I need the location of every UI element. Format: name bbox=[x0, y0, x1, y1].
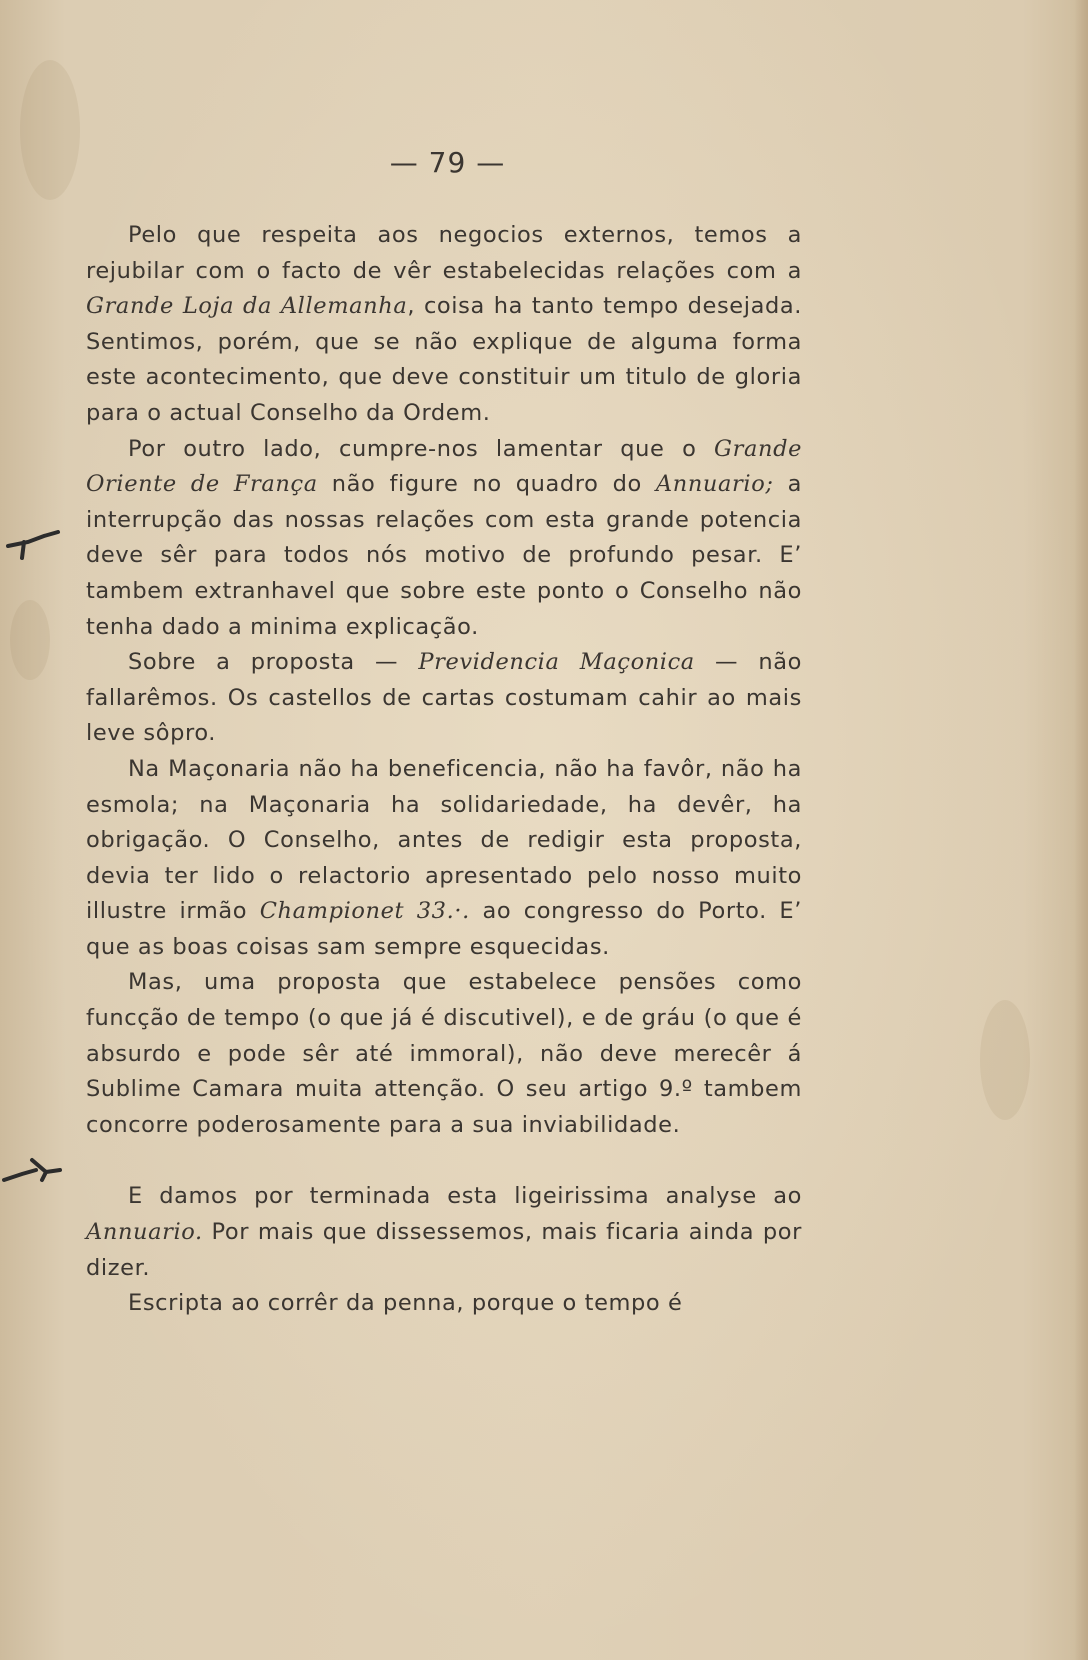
text-run: ao congresso do Porto. E’ que as boas coisas sam sempre esquecidas. bbox=[86, 898, 802, 960]
paper-stain bbox=[20, 60, 80, 200]
paragraph bbox=[86, 432, 802, 646]
paragraph bbox=[86, 645, 802, 752]
paragraph bbox=[86, 218, 802, 432]
italic-text: Annuario. bbox=[86, 1219, 203, 1246]
paper-stain bbox=[10, 600, 50, 680]
paragraph bbox=[86, 965, 802, 1143]
text-run: , coisa ha tanto tempo desejada. Sentimos, porém, que se não explique de alguma forma este acontecimento, que deve constituir um titulo de gloria para o actual Conselho da Ordem. bbox=[86, 293, 802, 426]
paragraph bbox=[86, 1286, 802, 1322]
paragraph bbox=[86, 752, 802, 966]
text-run: Na Maçonaria não ha beneficencia, não ha favôr, não ha esmola; na Maçonaria ha solidariedade, ha devêr, ha obrigação. O Conselho, antes de redigir esta proposta, devia ter lido o relactorio apresentado pelo nosso muito illustre irmão bbox=[86, 755, 802, 925]
text-run: Escripta ao corrêr da penna, porque o tempo é bbox=[128, 1290, 683, 1317]
italic-text: Annuario; bbox=[655, 471, 774, 498]
page-edge-shadow bbox=[1074, 0, 1088, 1660]
text-run: E damos por terminada esta ligeirissima analyse ao bbox=[128, 1183, 802, 1210]
paragraph bbox=[86, 1179, 802, 1286]
text-run: — não fallarêmos. Os castellos de cartas costumam cahir ao mais leve sôpro. bbox=[86, 649, 803, 747]
text-run: Mas, uma proposta que estabelece pensões como funcção de tempo (o que já é discutivel), e de gráu (o que é absurdo e pode sêr até immoral), não deve merecêr á Sublime Camara muita attenção. O seu artigo 9.º tambem concorre poderosamente para a sua inviabilidade. bbox=[86, 969, 802, 1138]
italic-text: Previdencia Maçonica bbox=[418, 649, 695, 676]
margin-mark-icon bbox=[2, 1152, 64, 1188]
page-number: — 79 — bbox=[389, 146, 506, 179]
text-run: Por mais que dissessemos, mais ficaria ainda por dizer. bbox=[86, 1219, 802, 1281]
italic-text: Grande Loja da Allemanha bbox=[86, 293, 408, 320]
text-run: Sobre a proposta — bbox=[128, 649, 419, 676]
italic-text: Grande Oriente de França bbox=[86, 435, 802, 498]
body-text bbox=[86, 218, 802, 1322]
text-run: Por outro lado, cumpre-nos lamentar que o bbox=[128, 435, 715, 462]
margin-mark-icon bbox=[6, 530, 62, 560]
paper-stain bbox=[980, 1000, 1030, 1120]
text-run: Pelo que respeita aos negocios externos, temos a rejubilar com o facto de vêr estabelecidas relações com a bbox=[86, 222, 802, 284]
text-run: não figure no quadro do bbox=[317, 471, 656, 498]
italic-text: Championet 33.·. bbox=[259, 898, 470, 925]
text-run: a interrupção das nossas relações com esta grande potencia deve sêr para todos nós motivo de profundo pesar. E’ tambem extranhavel que sobre este ponto o Conselho não tenha dado a minima explicação. bbox=[86, 471, 802, 640]
